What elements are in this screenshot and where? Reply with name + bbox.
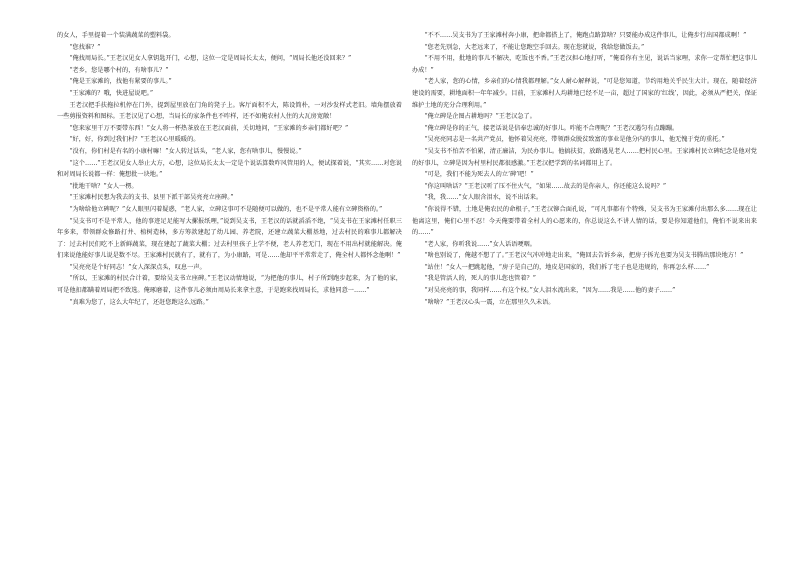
right-column [412, 30, 757, 308]
paragraph: “没有，你们村是有名的小康村嘛！”女人转过话头，“老人家，您有啥事儿，慢慢说。” [69, 147, 302, 155]
paragraph: “吴支书不怕苦不怕累，清正廉洁，为民办事儿。他搞扶贫，放路遇见老人……把村民心里。王家滩村民立碑纪念是他对党的好事儿，立碑是因为村里村民都很感激。”王老汉把学到的名词都用上了。 [412, 147, 757, 167]
paragraph: “啥也别说了，俺越不想了了。”王老汉气冲冲地走出来，“俺回去告诉乡亲，把房子拆光也要为吴支书腾出那块地方！” [424, 252, 744, 260]
paragraph: “可是，我们不能为死去人的立‘碑’吧！” [424, 171, 534, 179]
paragraph: “俺找周局长。”王老汉见女人拿钥匙开门，心想，这位一定是周局长太太，便问，“周局长他还没回来？” [69, 55, 352, 63]
paragraph: “不不……吴支书为了王家滩村奔小康，把命都搭上了，俺跑点路算啥？只要能办成这件事儿，让俺步行出国都成啊！” [424, 32, 747, 39]
paragraph: “啥啥？”王老汉心头一震，立在那里久久未语。 [424, 298, 555, 306]
paragraph: “老乡，您是哪个村的，有啥事儿？” [69, 66, 169, 74]
paragraph: “站住！”女人一把跳起他，“房子是自己的，地皮是国家的，我们拆了宅子也是违规的，你再怎么样……” [424, 263, 710, 271]
paragraph: “您找谁？” [69, 43, 101, 51]
paragraph: 王老汉把手扶拖拉机停在门外，提到屋里放在门角的凳子上。客厅面积不大，陈设简朴，一对沙发样式老旧。墙角摆放着一些剪报资料和图标。王老汉见了心想，当局长的家条件也不咋样，还不如俺农村人住的大瓦房宽敞！ [57, 101, 402, 121]
paragraph: “我是管活人的，死人的事儿您也管着？” [424, 275, 536, 283]
paragraph: “所以，王家滩的村民合计着，要给吴支书立座碑。”王老汉动情地说，“为把他的事儿，村子所到跑步起来，为了他的家，可是他扣都瞒着周局把不致选。俺琢磨着，这件事儿必须由周局长来拿主意，于是跑来找周局长，求他同意一……” [57, 275, 402, 295]
paragraph: “我，我……”女人眼含泪水，说不出话来。 [424, 194, 543, 202]
paragraph: “好，好，你到过我们村？”王老汉心里暖暖的。 [69, 136, 200, 144]
paragraph: “真难为您了，这么大年纪了，还赶您跑这么远路。” [69, 298, 209, 306]
paragraph: 的女人，手里提着一个装满蔬菜的塑料袋。 [57, 32, 175, 39]
paragraph: “为啥给他立碑呢？”女人眼里闪着疑惑，“老人家，立碑这事可不是随便可以做的，也不是平常人能有立碑资格的。” [69, 205, 383, 213]
paragraph: “俺立碑是企图占耕地吗？”王老汉急了。 [424, 113, 536, 121]
paragraph: “您来家里干万不要带东西！”女人将一杯热茶放在王老汉面前，关切地问，“王家滩的乡亲们都好吧？” [69, 124, 349, 132]
paragraph: “王家滩的？哦，快进屋说吧。” [69, 89, 154, 97]
paragraph: “你这叫啥话？”王老汉听了压不住火气，“如果……故去的是你亲人，你还能这么说吗？” [424, 182, 666, 190]
paragraph: “俺是王家滩的，找他有紧要的事儿。” [69, 78, 172, 86]
paragraph: “您老先别急，大老远来了，不能让您跑空手回去。现在您就说，我给您做饭去。” [424, 43, 645, 51]
paragraph: “吴亮亮同志是一名共产党员，他怀着吴亮亮，带领群众脱贫致富的事业是他分内的事儿，他无愧于党的重托。” [424, 136, 725, 144]
paragraph: “不用不用，批地的事儿不解决，吃饭也不香。”王老汉担心地打听，“俺看你有主见，说话当家哩，求你一定帮忙把这事儿办成！” [412, 55, 757, 74]
paragraph: “老人家，你听我说……”女人话语哽咽。 [424, 240, 536, 248]
paragraph: “你说得不错，土地是俺农民的命根子，”王老汉铆合面孔说，“可凡事都有个特殊，吴支书为王家滩付出那么多……现在让他离这里，俺们心里不忍！今天俺要带着全村人的心愿来的，你总说这么不讲人情的话，要是你知道他们，俺怕不说来出来的……” [412, 205, 757, 237]
paragraph: “批地干啥？”女人一楞。 [69, 182, 138, 190]
paragraph: “吴支书可不是平常人，他的事迹足足能写大摞报纸哩，”说到吴支书，王老汉的话就滔滔不绝，“吴支书在王家滩村任职三年多来，带领群众修路打井、植树造林，多方筹款建起了幼儿园、养老院，还建立蔬菜大棚基地，过去村民的难事儿都解决了：过去村民们吃不上新鲜蔬菜，现在建起了蔬菜大棚；过去村里孩子上学不便，老人养老无门，现在不用出村就能解决。俺们来说他能好事儿说是数不尽。王家滩村民就有了，就有了，为小康路，可是……他却平平常常走了，俺全村人都怀念他啊！” [57, 217, 402, 260]
paragraph: “王家滩村民想为我去的支书、县里下派干部吴亮亮立座碑。” [69, 194, 234, 202]
left-column [57, 30, 402, 308]
paragraph: “这个……”王老汉见女人举止大方，心想，这位局长太太一定是个说话算数咋风管用的人，便试探着说，“其实……对您说和对周局长说都一样：俺想批一块地。” [57, 159, 402, 179]
paragraph: “吴亮亮是个好同志！”女人深深点头，叹息一声。 [69, 263, 206, 271]
paragraph: “俺立碑是你的正气，接老话说是信奉忠诚的好事儿。咋能不合理呢？”王老汉遇匀有点蹦蹦。 [424, 124, 679, 132]
paragraph: “老人家，您的心情，乡亲们的心情我都理解。”女人耐心解释说，“可是您知道，节约用地关乎民生大计。现在，随着经济建设的需要，耕地面积一年年减少。目前，王家滩村人均耕地已经不足一亩，超过了国家的‘红线’，因此，必须从严把关，保证维护土地的充分合理利用。” [412, 78, 757, 109]
paragraph: “对吴亮亮的事，我同样……有这个权。”女人泪水流出来，“因为……我是……他的妻子……” [424, 287, 676, 295]
